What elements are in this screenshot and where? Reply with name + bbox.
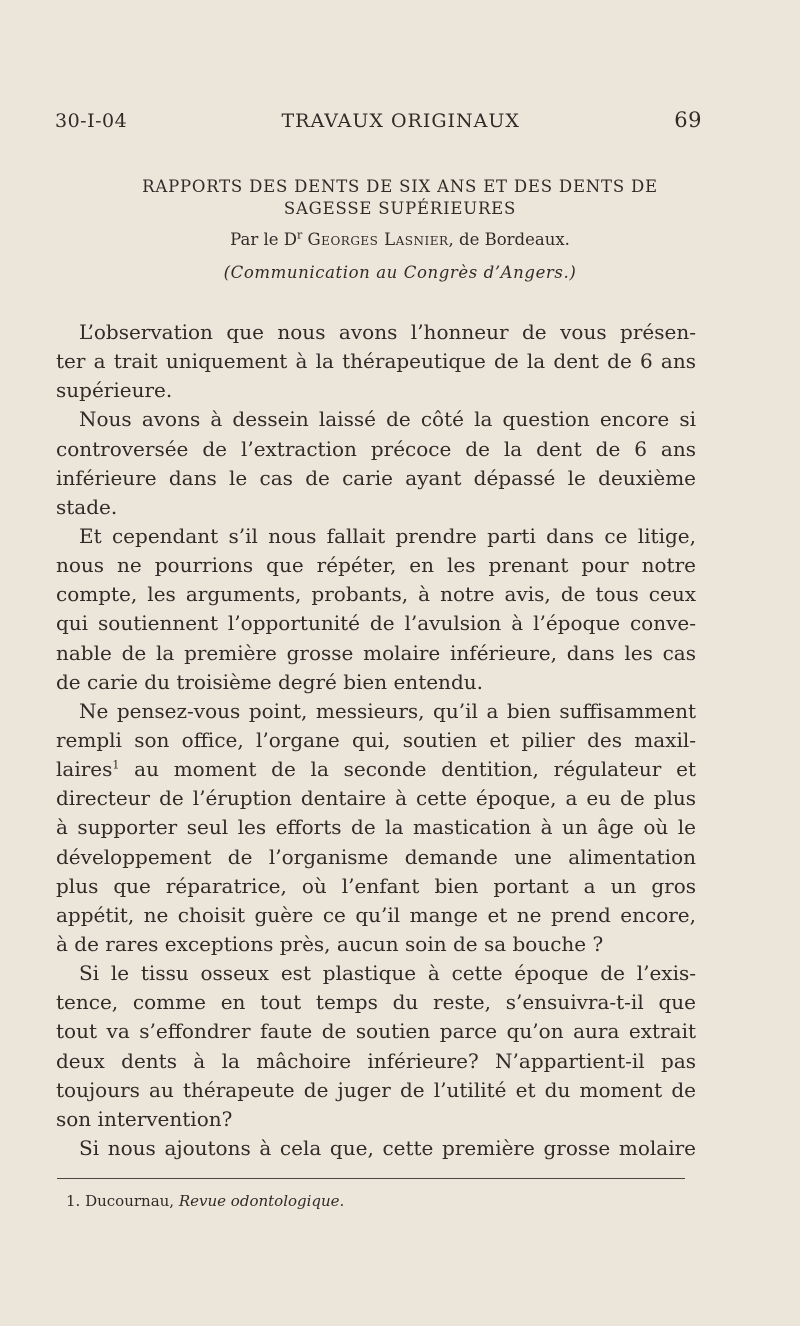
footnote bbox=[66, 1192, 344, 1210]
body-line: Et cependant s’il nous fallait prendre parti dans ce litige, bbox=[79, 523, 696, 548]
communication-note: (Communication au Congrès d’Angers.) bbox=[223, 263, 577, 282]
issue-date: 30-I-04 bbox=[55, 110, 128, 132]
body-line: tout va s’effondrer faute de soutien parce qu’on aura extrait bbox=[56, 1019, 696, 1044]
body-line: développement de l’organisme demande une alimentation bbox=[56, 844, 696, 869]
body-line: de carie du troisième degré bien entendu. bbox=[56, 669, 483, 694]
body-line: directeur de l’éruption dentaire à cette époque, a eu de plus bbox=[56, 786, 696, 811]
footnote-author: Ducournau, bbox=[85, 1192, 175, 1210]
body-text bbox=[56, 318, 696, 1163]
body-line: Si le tissu osseux est plastique à cette époque de l’exis- bbox=[79, 961, 696, 986]
body-line: Si nous ajoutons à cela que, cette première grosse molaire bbox=[79, 1135, 696, 1160]
section-title: TRAVAUX ORIGINAUX bbox=[281, 110, 520, 132]
body-line: tence, comme en tout temps du reste, s’ensuivra-t-il que bbox=[56, 990, 696, 1015]
body-line: qui soutiennent l’opportunité de l’avulsion à l’époque conve- bbox=[56, 611, 696, 636]
running-head bbox=[55, 108, 702, 138]
page-number: 69 bbox=[674, 108, 702, 132]
body-line: ter a trait uniquement à la thérapeutique de la dent de 6 ans bbox=[56, 349, 696, 374]
byline-superscript: r bbox=[296, 228, 303, 242]
byline-suffix: , de Bordeaux. bbox=[448, 230, 570, 249]
body-line: à supporter seul les efforts de la mastication à un âge où le bbox=[56, 815, 696, 840]
body-line: son intervention? bbox=[56, 1106, 233, 1131]
body-line: Nous avons à dessein laissé de côté la question encore si bbox=[79, 407, 696, 432]
body-line: à de rares exceptions près, aucun soin de sa bouche ? bbox=[56, 931, 604, 956]
article-title-line-2: SAGESSE SUPÉRIEURES bbox=[283, 199, 517, 218]
body-line bbox=[56, 755, 696, 784]
body-line: toujours au thérapeute de juger de l’utilité et du moment de bbox=[56, 1077, 696, 1102]
author-name: Georges Lasnier bbox=[307, 230, 449, 249]
body-line: appétit, ne choisit guère ce qu’il mange et ne prend encore, bbox=[56, 902, 696, 927]
body-line: controversée de l’extraction précoce de la dent de 6 ans bbox=[56, 436, 696, 461]
footnote-divider bbox=[57, 1178, 685, 1179]
body-line: Ne pensez-vous point, messieurs, qu’il a bien suffisamment bbox=[79, 698, 696, 723]
body-line-start: laires bbox=[56, 757, 113, 782]
footnote-reference: 1 bbox=[112, 758, 120, 772]
body-line: compte, les arguments, probants, à notre avis, de tous ceux bbox=[56, 582, 696, 607]
article-title bbox=[40, 176, 760, 220]
body-line: nous ne pourrions que répéter, en les prenant pour notre bbox=[56, 553, 696, 578]
body-line: L’observation que nous avons l’honneur de vous présen- bbox=[79, 320, 696, 344]
body-line: inférieure dans le cas de carie ayant dépassé le deuxième bbox=[56, 465, 696, 490]
body-line: deux dents à la mâchoire inférieure? N’appartient-il pas bbox=[56, 1048, 696, 1073]
body-line: supérieure. bbox=[56, 378, 173, 403]
body-line: rempli son office, l’organe qui, soutien et pilier des maxil- bbox=[56, 727, 696, 752]
body-line: plus que réparatrice, où l’enfant bien portant a un gros bbox=[56, 873, 696, 898]
byline bbox=[40, 230, 760, 249]
byline-prefix: Par le D bbox=[230, 230, 297, 249]
body-line-rest: au moment de la seconde dentition, régulateur et bbox=[119, 757, 696, 782]
body-line: nable de la première grosse molaire inférieure, dans les cas bbox=[56, 640, 696, 665]
body-line: stade. bbox=[56, 494, 118, 519]
footnote-number: 1. bbox=[66, 1192, 81, 1210]
footnote-journal: Revue odontologique. bbox=[178, 1192, 345, 1210]
article-title-line-1: RAPPORTS DES DENTS DE SIX ANS ET DES DENTS DE bbox=[142, 177, 658, 196]
article-heading bbox=[40, 176, 760, 282]
